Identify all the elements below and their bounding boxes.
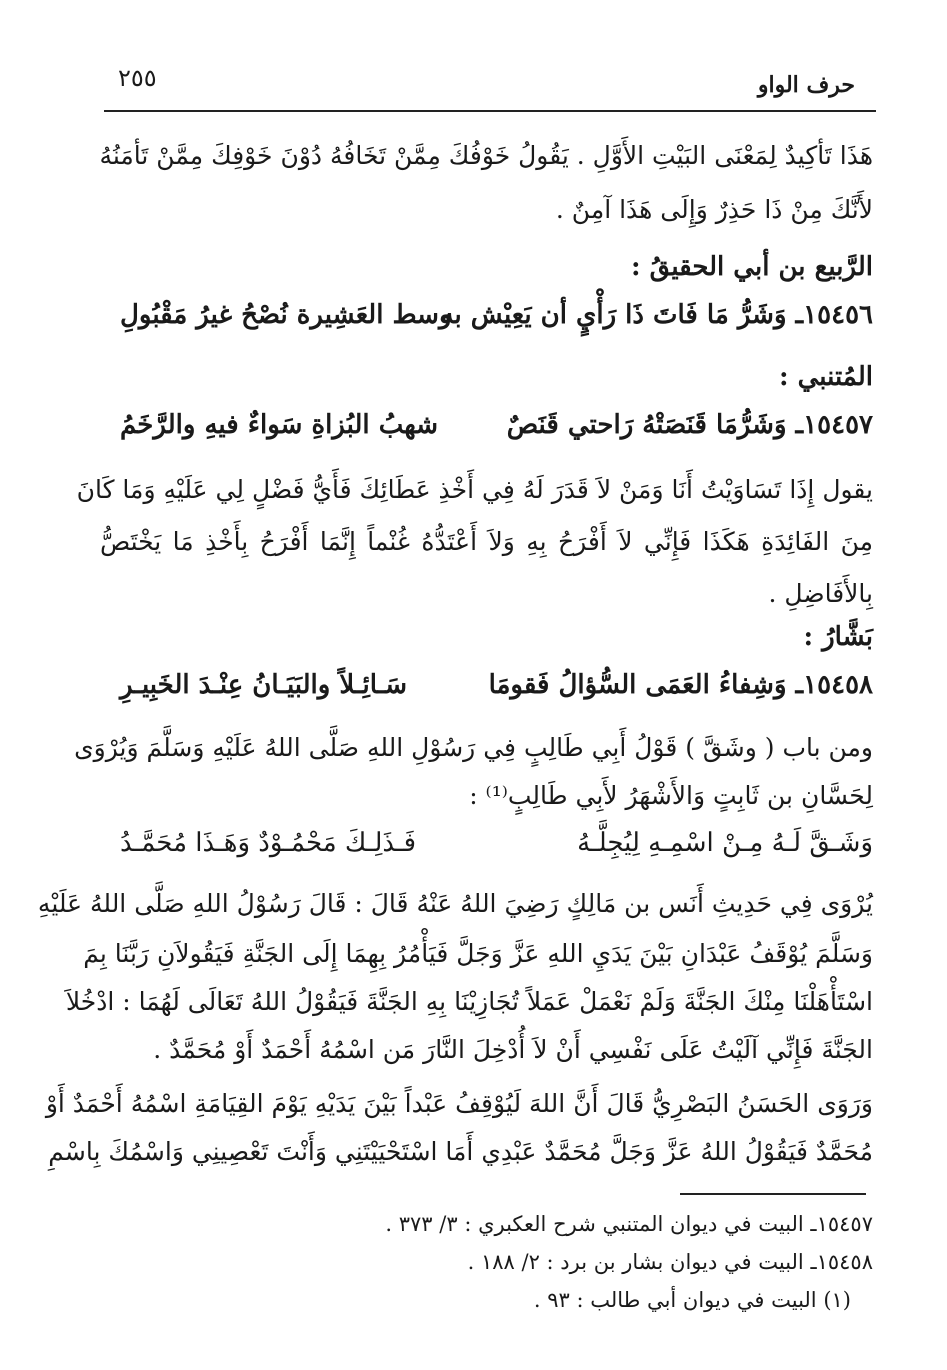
text-line: يقول إِذَا تَسَاوَيْتُ أَنَا وَمَنْ لاَ قَدَرَ لَهُ فِي أَخْذِ عَطَائِكَ فَأَيُّ فَضْلٍ لِي عَلَيْهِ وَمَا كَانَ: [76, 475, 873, 504]
verse-first-hemistich: ١٥٤٥٨ـ وَشِفاءُ العَمَى السُّؤالُ فَقومَا: [488, 670, 873, 700]
verse-line: [120, 670, 873, 714]
footnote: ١٥٤٥٨ـ البيت في ديوان بشار بن برد : ٢/ ١٨٨ .: [467, 1250, 873, 1274]
footnote: ١٥٤٥٧ـ البيت في ديوان المتنبي شرح العكبري : ٣/ ٣٧٣ .: [385, 1212, 873, 1236]
verse-line: [120, 300, 873, 344]
text-line: مِنَ الفَائِدَةِ هَكَذَا فَإِنِّي لاَ أَفْرَحُ بِهِ وَلاَ أَعْتَدُّهُ غُنْماً إِنَّمَا أَفْرَحُ بِأَخْذِ مَا يَخْتَصُّ: [100, 527, 873, 556]
text-line: بِالأَفَاضِلِ .: [768, 579, 873, 608]
text-line: اسْتَأْهَلْنَا مِنْكَ الجَنَّةَ وَلَمْ نَعْمَلْ عَمَلاً تُجَازِيْنَا بِهِ الجَنَّةَ فَيَقُوْلُ اللهُ تَعَالَى لَهُمَا : ادْخُلاَ: [65, 987, 873, 1016]
text-line: مُحَمَّدٌ فَيَقُوْلُ اللهُ عَزَّ وَجَلَّ مُحَمَّدٌ عَبْدِي أَمَا اسْتَحْيَيْتَنِي وَأَنْتَ تَعْصِينِي وَاسْمُكَ بِاسْمِ: [48, 1137, 873, 1166]
text-line: هَذَا تَأكِيدٌ لِمَعْنَى البَيْتِ الأَوَّلِ . يَقُولُ خَوْفُكَ مِمَّنْ تَخَافُهُ دُوْنَ خَوْفِكَ مِمَّنْ تَأمَنُهُ: [99, 141, 873, 170]
text-line: الجَنَّةَ فَإِنِّي آلَيْتُ عَلَى نَفْسِي أَنْ لاَ أُدْخِلَ النَّارَ مَن اسْمُهُ أَحْمَدٌ أَوْ مُحَمَّدٌ .: [153, 1035, 873, 1064]
verse-line: [120, 410, 873, 454]
text-line: لِحَسَّانِ بن ثَابِتٍ وَالأَشْهَرُ لأَبِي طَالِبٍ⁽¹⁾ :: [469, 781, 873, 810]
verse-second-hemistich: وسط العَشِيرة نُصْحُ غيرُ مَقْبُولِ: [120, 300, 452, 330]
text-line: وَرَوَى الحَسَنُ البَصْرِيُّ قَالَ أَنَّ اللهَ لَيُوْقِفُ عَبْداً بَيْنَ يَدَيْهِ يَوْمَ القِيَامَةِ اسْمُهُ أَحْمَدٌ أَوْ: [45, 1089, 873, 1118]
verse-second-hemistich: سَـائِـلاً والبَيَـانُ عِنْـدَ الخَبِيـرِ: [120, 670, 408, 700]
text-line: ومن باب ( وشَقَّ ) قَوْلُ أَبِي طَالِبٍ فِي رَسُوْلِ اللهِ صَلَّى اللهُ عَلَيْهِ وَسَلَّمَ وَيُرْوَى: [74, 733, 873, 762]
header-rule: [104, 110, 876, 112]
poet-heading: بَشَّارُ :: [803, 622, 873, 652]
footnote-rule: [680, 1193, 866, 1195]
poet-heading: المُتنبي :: [778, 362, 873, 392]
footnote: (١) البيت في ديوان أبي طالب : ٩٣ .: [533, 1288, 851, 1312]
text-line: وَسَلَّمَ يُوْقَفُ عَبْدَانِ بَيْنَ يَدَيِ اللهِ عَزَّ وَجَلَّ فَيَأْمُرُ بِهِمَا إِلَى الجَنَّةِ فَيَقُولاَنِ رَبَّنَا بِمَ: [83, 939, 873, 968]
poet-heading: الرَّبيع بن أبي الحقيقُ :: [631, 252, 873, 282]
verse-first-hemistich: ١٥٤٥٧ـ وَشَرُّمَا قَنَصَتْهُ رَاحتي قَنَصٌ: [506, 410, 873, 440]
verse-first-hemistich: ١٥٤٥٦ـ وَشَرُّ مَا فَاتَ ذَا رَأْيٍ أن يَعِيْش به: [440, 300, 873, 330]
verse-second-hemistich: فَـذَلِـكَ مَحْمُـوْدٌ وَهَـذَا مُحَمَّـدُ: [120, 828, 417, 858]
text-line: يُرْوَى فِي حَدِيثِ أَنَس بن مَالِكٍ رَضِيَ اللهُ عَنْهُ قَالَ : قَالَ رَسُوْلُ اللهِ صَلَّى اللهُ عَلَيْهِ: [37, 889, 873, 918]
verse-second-hemistich: شهبُ البُزاةِ سَواءٌ فيهِ والرَّخَمُ: [120, 410, 438, 440]
chapter-title: حرف الواو: [757, 72, 855, 98]
verse-line: [120, 828, 873, 872]
verse-first-hemistich: وَشَـقَّ لَـهُ مِـنْ اسْمِـهِ لِيُجِلَّـهُ: [577, 828, 873, 858]
text-line: لأَنَّكَ مِنْ ذَا حَذِرٌ وَإِلَى هَذَا آمِنٌ .: [555, 195, 873, 224]
page-number: ٢٥٥: [118, 64, 157, 92]
